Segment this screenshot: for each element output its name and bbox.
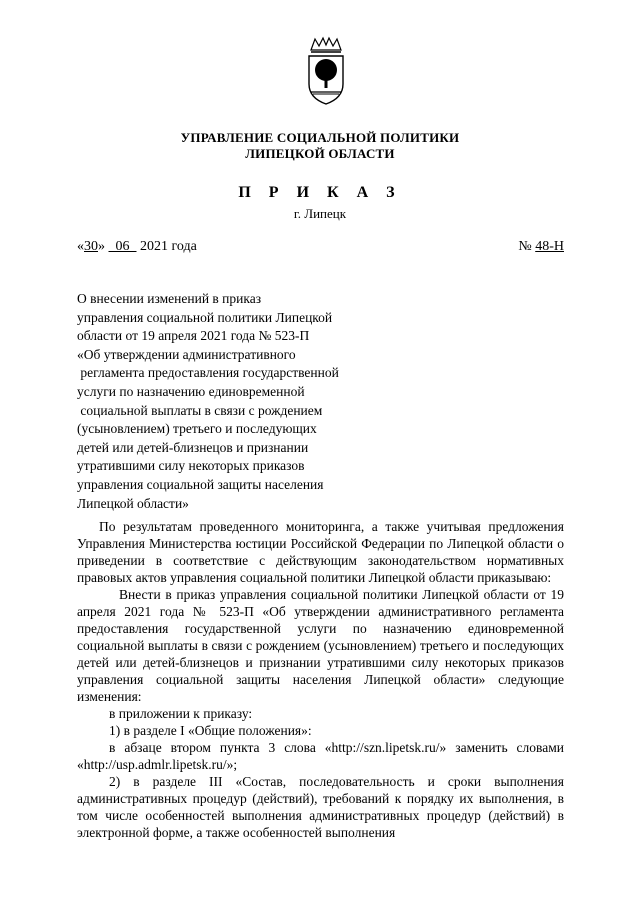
subject-line: услуги по назначению единовременной	[77, 383, 305, 399]
organization-name-line-1: УПРАВЛЕНИЕ СОЦИАЛЬНОЙ ПОЛИТИКИ	[180, 130, 460, 145]
subject-line: управления социальной защиты населения	[77, 476, 324, 492]
date-day: 30	[84, 239, 98, 254]
subject-line: «Об утверждении административного	[77, 346, 296, 362]
subject-line: управления социальной политики Липецкой	[77, 309, 333, 325]
body-paragraph: в абзаце втором пункта 3 слова «http://szn.lipetsk.ru/» заменить словами «http://usp.admlr.lipetsk.ru/»;	[77, 740, 564, 772]
body-paragraph: в приложении к приказу:	[109, 706, 253, 721]
city-name: г. Липецк	[293, 206, 347, 221]
document-type-title: П Р И К А З	[238, 184, 402, 201]
date-year: 2021 года	[140, 239, 197, 254]
coat-of-arms-icon	[303, 36, 349, 106]
document-number: № 48-Н	[518, 239, 564, 254]
subject-line: регламента предоставления государственной	[77, 365, 339, 381]
subject-line: Липецкой области»	[77, 495, 189, 511]
subject-line: утратившими силу некоторых приказов	[77, 458, 305, 474]
body-paragraph: Внести в приказ управления социальной политики Липецкой области от 19 апреля 2021 года № 523-П «Об утверждении административного регламента предоставления государственной услуги по назначению единовременной социальной выплаты в связи с рождением (усыновлением) третьего и последующих детей или детей-близнецов и признании утратившими силу некоторых приказов управления социальной защиты населения Липецкой области» следующие изменения:	[77, 587, 564, 704]
subject-line: области от 19 апреля 2021 года № 523-П	[77, 328, 310, 344]
subject-line: детей или детей-близнецов и признании	[77, 439, 309, 455]
document-body	[77, 518, 564, 841]
body-paragraph: 2) в разделе III «Состав, последовательность и сроки выполнения административных процедур (действий), требований к порядку их выполнения, в том числе особенностей выполнения административных процедур (действий) в электронной форме, а также особенностей выполнения	[77, 774, 564, 840]
document-date: «30» 06 2021 года	[77, 239, 197, 254]
subject-line: социальной выплаты в связи с рождением	[77, 402, 323, 418]
body-paragraph: 1) в разделе I «Общие положения»:	[109, 723, 312, 738]
subject-line: (усыновлением) третьего и последующих	[77, 421, 317, 437]
document-subject	[77, 290, 397, 513]
subject-line: О внесении изменений в приказ	[77, 291, 262, 306]
document-number-value: 48-Н	[535, 239, 564, 254]
date-month: 06	[115, 239, 130, 254]
organization-name-line-2: ЛИПЕЦКОЙ ОБЛАСТИ	[245, 146, 395, 161]
body-paragraph: По результатам проведенного мониторинга, а также учитывая предложения Управления Министерства юстиции Российской Федерации по Липецкой области о приведении в соответствие с действующим законодательством нормативных правовых актов управления социальной политики Липецкой области приказываю:	[77, 519, 564, 585]
